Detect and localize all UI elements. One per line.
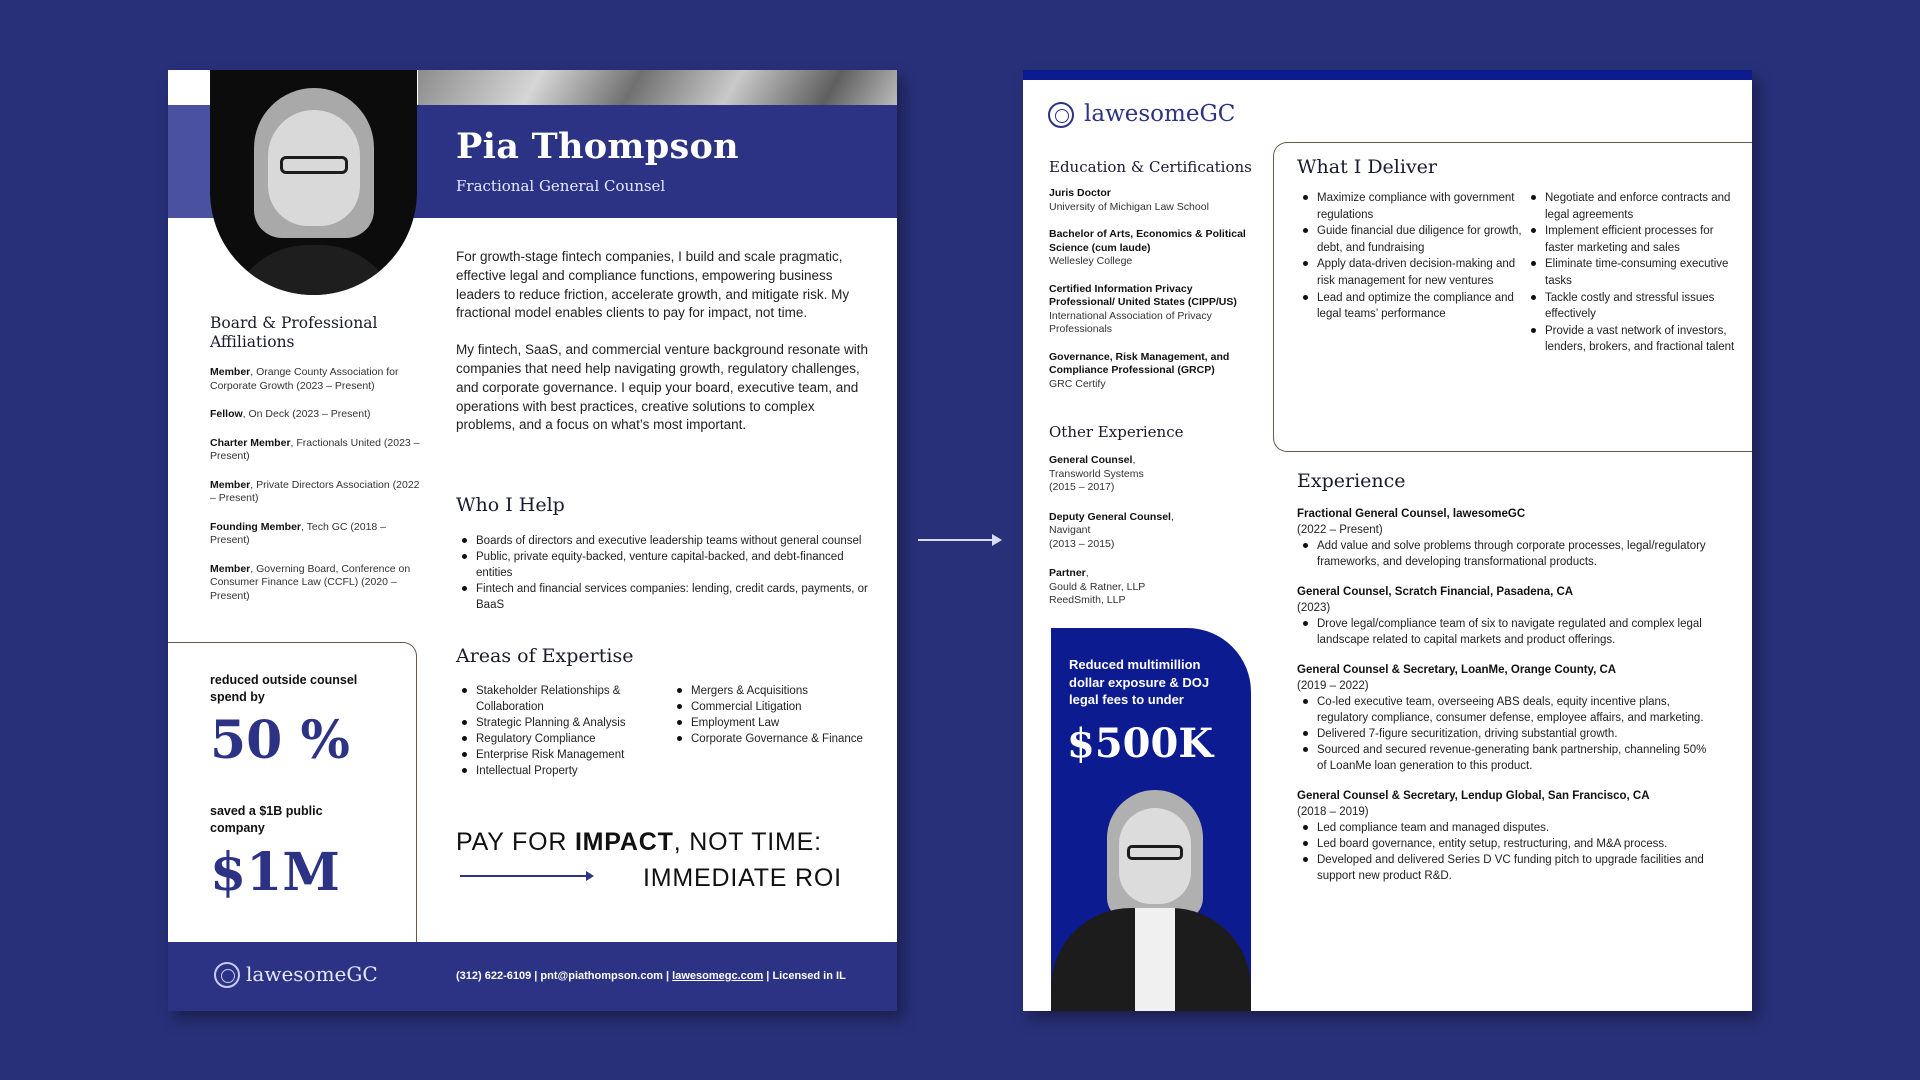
deliver-list-col2 bbox=[1525, 190, 1745, 356]
stat-value: 50 % bbox=[210, 710, 350, 771]
job-title: General Counsel & Secretary, LoanMe, Orange County, CA bbox=[1297, 664, 1617, 676]
list-item: Public, private equity-backed, venture capital-backed, and debt-financed entities bbox=[456, 549, 871, 581]
list-item: Maximize compliance with government regulations bbox=[1297, 190, 1522, 223]
experience-heading: Experience bbox=[1297, 470, 1406, 492]
list-item: Sourced and secured revenue-generating bank partnership, channeling 50% of LoanMe loan generation to this product. bbox=[1297, 742, 1717, 774]
resume-page-2 bbox=[1023, 70, 1752, 1011]
list-item: Bachelor of Arts, Economics & Political Science (cum laude) Wellesley College bbox=[1049, 228, 1246, 267]
list-item: Member, Orange County Association for Corporate Growth (2023 – Present) bbox=[210, 366, 399, 392]
list-item: Employment Law bbox=[671, 715, 871, 731]
intro-paragraph: My fintech, SaaS, and commercial venture background resonate with companies that need help navigating growth, regulatory challenges, and corporate governance. I equip your board, executive team, and operations with best practices, creative solutions to complex problems, and a focus on what’s most important. bbox=[456, 342, 868, 433]
who-heading: Who I Help bbox=[456, 494, 565, 516]
headshot-photo bbox=[210, 70, 417, 295]
stat-label: saved a $1B public company bbox=[210, 804, 323, 835]
list-item: Guide financial due diligence for growth, debt, and fundraising bbox=[1297, 223, 1522, 256]
brand-logo: lawesomeGC bbox=[1084, 101, 1236, 127]
tagline-line2: IMMEDIATE ROI bbox=[643, 864, 842, 892]
areas-list-col2 bbox=[671, 683, 871, 747]
deliver-list-col1 bbox=[1297, 190, 1522, 323]
job-entry bbox=[1297, 662, 1717, 774]
tagline: PAY FOR IMPACT, NOT TIME: bbox=[456, 828, 822, 856]
footer-bar bbox=[168, 942, 897, 1011]
list-item: Negotiate and enforce contracts and legal agreements bbox=[1525, 190, 1745, 223]
intro-paragraph: For growth-stage fintech companies, I build and scale pragmatic, effective legal and compliance functions, empowering business leaders to reduce friction, accelerate growth, and mitigate risk. My fractional model enables clients to pay for impact, not time. bbox=[456, 249, 850, 321]
affiliations-list bbox=[210, 366, 420, 618]
education-heading: Education & Certifications bbox=[1049, 158, 1252, 176]
education-list bbox=[1049, 187, 1259, 405]
building-photo-strip bbox=[418, 70, 897, 105]
list-item: Eliminate time-consuming executive tasks bbox=[1525, 256, 1745, 289]
list-item: Deputy General Counsel, Navigant (2013 – 2015) bbox=[1049, 510, 1174, 550]
job-entry bbox=[1297, 584, 1717, 648]
other-experience-list bbox=[1049, 454, 1249, 624]
list-item: Apply data-driven decision-making and risk management for new ventures bbox=[1297, 256, 1522, 289]
top-accent-bar bbox=[1023, 70, 1752, 80]
stat-value: $1M bbox=[210, 842, 340, 903]
job-title: Fractional General Counsel, lawesomeGC bbox=[1297, 508, 1526, 520]
list-item: Corporate Governance & Finance bbox=[671, 731, 871, 747]
list-item: Regulatory Compliance bbox=[456, 731, 671, 747]
list-item: Certified Information Privacy Professional/ United States (CIPP/US) International Association of Privacy Professionals bbox=[1049, 282, 1237, 335]
list-item: Led compliance team and managed disputes. bbox=[1297, 820, 1717, 836]
list-item: Lead and optimize the compliance and legal teams’ performance bbox=[1297, 290, 1522, 323]
list-item: Member, Private Directors Association (2022 – Present) bbox=[210, 478, 420, 504]
list-item: Fellow, On Deck (2023 – Present) bbox=[210, 408, 371, 420]
resume-page-1 bbox=[168, 70, 897, 1011]
person-name: Pia Thompson bbox=[456, 126, 739, 167]
list-item: Intellectual Property bbox=[456, 763, 671, 779]
list-item: Developed and delivered Series D VC funding pitch to upgrade facilities and support new product R&D. bbox=[1297, 852, 1717, 884]
job-title: General Counsel & Secretary, Lendup Global, San Francisco, CA bbox=[1297, 790, 1650, 802]
job-dates: (2022 – Present) bbox=[1297, 524, 1383, 536]
website-link[interactable]: lawesomegc.com bbox=[672, 970, 764, 982]
list-item: Fintech and financial services companies: lending, credit cards, payments, or BaaS bbox=[456, 581, 871, 613]
list-item: General Counsel, Transworld Systems (2015 – 2017) bbox=[1049, 454, 1144, 493]
list-item: Delivered 7-figure securitization, driving substantial growth. bbox=[1297, 726, 1717, 742]
deliver-heading: What I Deliver bbox=[1297, 156, 1438, 178]
areas-list-col1 bbox=[456, 683, 671, 779]
list-item: Implement efficient processes for faster marketing and sales bbox=[1525, 223, 1745, 256]
list-item: Partner, Gould & Ratner, LLP ReedSmith, LLP bbox=[1049, 567, 1146, 606]
experience-list bbox=[1297, 506, 1717, 898]
list-item: Add value and solve problems through corporate processes, legal/regulatory frameworks, and developing transformational products. bbox=[1297, 538, 1717, 570]
areas-heading: Areas of Expertise bbox=[456, 645, 634, 667]
job-dates: (2019 – 2022) bbox=[1297, 680, 1369, 692]
list-item: Founding Member, Tech GC (2018 – Present) bbox=[210, 520, 387, 546]
list-item: Governance, Risk Management, and Compliance Professional (GRCP) GRC Certify bbox=[1049, 350, 1230, 390]
contact-info: (312) 622-6109 | pnt@piathompson.com | lawesomegc.com | Licensed in IL bbox=[456, 970, 846, 982]
list-item: Mergers & Acquisitions bbox=[671, 683, 871, 699]
brand-logo: lawesomeGC bbox=[246, 962, 378, 986]
list-item: Commercial Litigation bbox=[671, 699, 871, 715]
list-item: Enterprise Risk Management bbox=[456, 747, 671, 763]
intro-text bbox=[456, 248, 868, 453]
job-dates: (2018 – 2019) bbox=[1297, 806, 1369, 818]
list-item: Provide a vast network of investors, lenders, brokers, and fractional talent bbox=[1525, 323, 1745, 356]
other-experience-heading: Other Experience bbox=[1049, 423, 1184, 441]
header-band-accent bbox=[168, 105, 214, 218]
callout-value: $500K bbox=[1067, 720, 1214, 767]
list-item: Strategic Planning & Analysis bbox=[456, 715, 671, 731]
list-item: Co-led executive team, overseeing ABS deals, equity incentive plans, regulatory compliance, consumer defense, employee affairs, and marketing. bbox=[1297, 694, 1717, 726]
stat-label: reduced outside counsel spend by bbox=[210, 673, 358, 704]
job-entry bbox=[1297, 506, 1717, 570]
job-dates: (2023) bbox=[1297, 602, 1331, 614]
list-item: Member, Governing Board, Conference on Consumer Finance Law (CCFL) (2020 – Present) bbox=[210, 562, 411, 602]
callout-panel bbox=[1051, 628, 1251, 1011]
job-entry bbox=[1297, 788, 1717, 884]
list-item: Tackle costly and stressful issues effectively bbox=[1525, 290, 1745, 323]
who-list bbox=[456, 533, 871, 613]
arrow-right-icon bbox=[918, 539, 1000, 541]
list-item: Juris Doctor University of Michigan Law School bbox=[1049, 187, 1209, 213]
list-item: Led board governance, entity setup, restructuring, and M&A process. bbox=[1297, 836, 1717, 852]
callout-label: Reduced multimillion dollar exposure & DOJ legal fees to under bbox=[1069, 657, 1210, 707]
headshot-photo bbox=[1051, 788, 1251, 1011]
globe-monogram-icon bbox=[214, 962, 240, 988]
list-item: Charter Member, Fractionals United (2023 – Present) bbox=[210, 436, 420, 462]
list-item: Boards of directors and executive leadership teams without general counsel bbox=[456, 533, 871, 549]
job-title: General Counsel, Scratch Financial, Pasadena, CA bbox=[1297, 586, 1574, 598]
arrow-right-icon bbox=[460, 875, 592, 877]
globe-monogram-icon bbox=[1048, 102, 1074, 128]
list-item: Drove legal/compliance team of six to navigate regulated and complex legal landscape related to capital markets and product offerings. bbox=[1297, 616, 1717, 648]
list-item: Stakeholder Relationships & Collaboration bbox=[456, 683, 671, 715]
person-role: Fractional General Counsel bbox=[456, 177, 666, 195]
affiliations-heading: Board & Professional Affiliations bbox=[210, 314, 378, 351]
